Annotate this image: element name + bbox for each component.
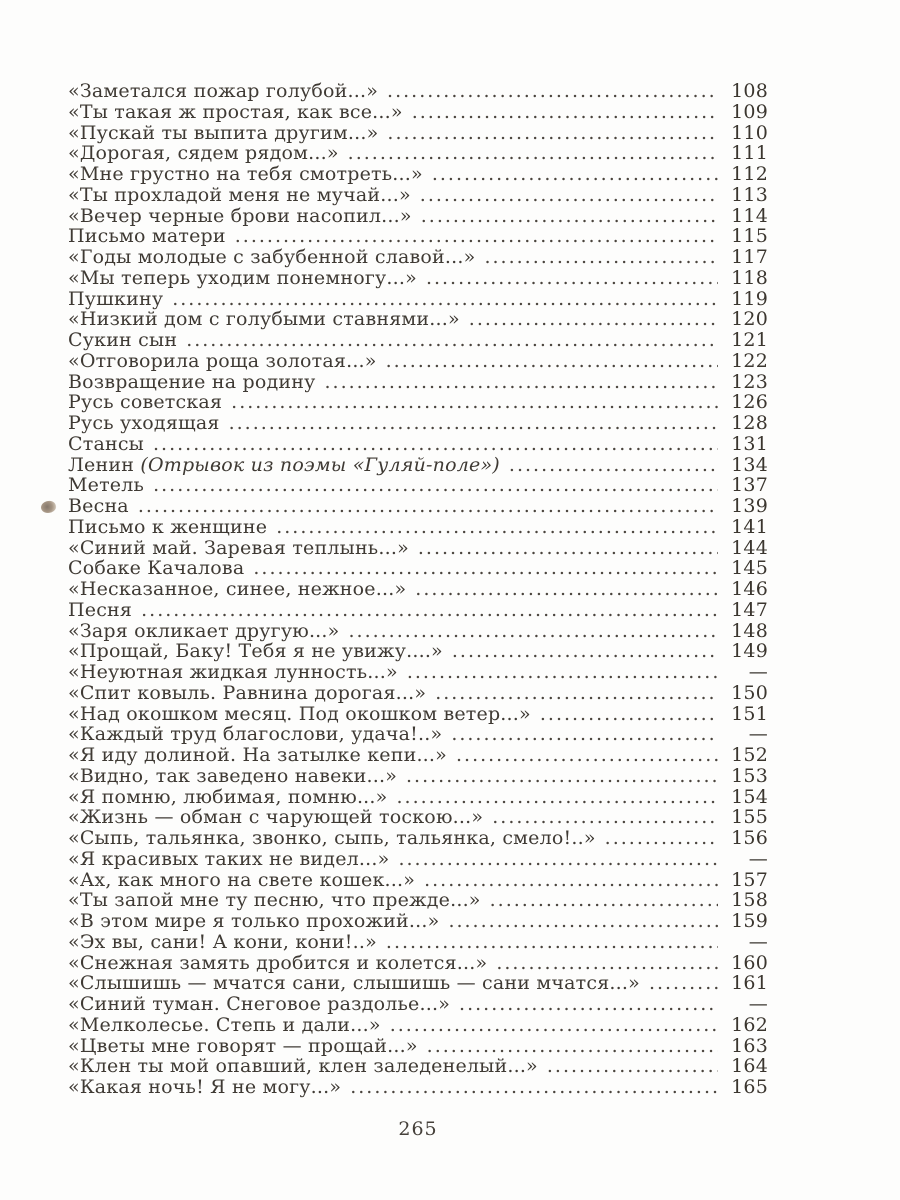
toc-entry-page: 128 <box>731 412 768 434</box>
toc-row <box>68 413 768 434</box>
dot-leader <box>231 392 718 413</box>
toc-entry-title: Письмо матери <box>68 225 226 248</box>
toc-row <box>68 102 768 123</box>
toc-row <box>68 724 768 745</box>
toc-entry-title: «Снежная замять дробится и колется...» <box>68 951 488 974</box>
toc-entry-page: 114 <box>731 204 768 227</box>
toc-entry-page: 117 <box>731 246 768 268</box>
folio-page-number: 265 <box>398 1118 438 1140</box>
toc-entry-page: 110 <box>731 121 768 144</box>
toc-entry-page: 145 <box>731 557 768 580</box>
toc-row <box>68 787 768 808</box>
toc-row <box>68 455 768 476</box>
toc-row <box>68 1015 768 1036</box>
toc-entry-page: 141 <box>731 515 768 538</box>
toc-entry-title: Русь уходящая <box>68 412 220 434</box>
toc-entry-page: 155 <box>731 806 768 829</box>
toc-entry-title: «Несказанное, синее, нежное...» <box>68 578 407 600</box>
dot-leader <box>141 600 718 621</box>
toc-row <box>68 1056 768 1077</box>
dot-leader <box>484 247 718 268</box>
dot-leader <box>426 268 718 289</box>
dot-leader <box>398 849 718 870</box>
dot-leader <box>153 434 718 455</box>
toc-entry-page: 151 <box>731 702 768 725</box>
dot-leader <box>172 289 718 310</box>
toc-entry-page: 152 <box>731 744 768 766</box>
toc-row <box>68 911 768 932</box>
toc-entry-title: «Мне грустно на тебя смотреть...» <box>68 163 423 185</box>
toc-row <box>68 475 768 496</box>
toc-entry-title: «Эх вы, сани! А кони, кони!..» <box>68 930 377 953</box>
toc-entry-page: 119 <box>731 287 768 310</box>
toc-entry-title: Метель <box>68 474 145 497</box>
toc-entry-title: «Заметался пожар голубой...» <box>68 80 379 102</box>
toc-entry-title: «Неуютная жидкая лунность...» <box>68 661 398 683</box>
toc-row <box>68 890 768 911</box>
toc-row <box>68 226 768 247</box>
toc-entry-page: 161 <box>731 972 768 995</box>
toc-row <box>68 953 768 974</box>
dot-leader <box>406 766 718 787</box>
toc-entry-title: «Спит ковыль. Равнина дорогая...» <box>68 681 427 704</box>
toc-row <box>68 621 768 642</box>
toc-row <box>68 81 768 102</box>
toc-entry-page: 162 <box>731 1013 768 1036</box>
toc-row <box>68 185 768 206</box>
toc-entry-page: 137 <box>731 474 768 497</box>
toc-entry-title-italic: (Отрывок из поэмы «Гуляй-поле») <box>140 453 500 476</box>
toc-row <box>68 517 768 538</box>
toc-row <box>68 994 768 1015</box>
toc-row <box>68 932 768 953</box>
dot-leader <box>420 185 718 206</box>
toc-entry-page: 111 <box>731 142 768 165</box>
toc-row <box>68 538 768 559</box>
toc-entry-title: «Мы теперь уходим понемногу...» <box>68 266 417 289</box>
toc-entry-title: «Ты прохладой меня не мучай...» <box>68 183 411 206</box>
dot-leader <box>421 206 718 227</box>
toc-entry-title: «Жизнь — обман с чарующей тоскою...» <box>68 806 484 829</box>
toc-entry-page: — <box>748 930 768 953</box>
toc-entry-page: 139 <box>731 495 768 517</box>
toc-entry-page: 108 <box>731 80 768 102</box>
dot-leader <box>451 724 718 745</box>
toc-entry-title: «Видно, так заведено навеки...» <box>68 764 398 787</box>
toc-entry-page: 148 <box>731 619 768 642</box>
toc-row <box>68 704 768 725</box>
toc-entry-page: 120 <box>731 308 768 331</box>
dot-leader <box>540 704 718 725</box>
toc-entry-page: 123 <box>731 370 768 393</box>
toc-entry-title: «Какая ночь! Я не могу...» <box>68 1076 342 1098</box>
toc-entry-page: 121 <box>731 329 768 351</box>
toc-row <box>68 268 768 289</box>
toc-entry-page: 122 <box>731 349 768 372</box>
toc-entry-page: 147 <box>731 598 768 621</box>
toc-entry-page: 134 <box>731 453 768 476</box>
dot-leader <box>456 745 718 766</box>
toc-entry-title: «Заря окликает другую...» <box>68 619 340 642</box>
toc-row <box>68 247 768 268</box>
toc-entry-title: «Вечер черные брови насопил...» <box>68 204 412 227</box>
toc-entry-page: — <box>748 723 768 746</box>
toc-entry-title: Русь советская <box>68 391 223 414</box>
dot-leader <box>390 1015 718 1036</box>
toc-entry-page: 126 <box>731 391 768 414</box>
dot-leader <box>459 994 718 1015</box>
toc-entry-title: Песня <box>68 598 133 621</box>
dot-leader <box>427 1036 718 1057</box>
toc-entry-title: «Я красивых таких не видел...» <box>68 847 390 870</box>
toc-row <box>68 766 768 787</box>
dot-leader <box>452 641 718 662</box>
toc-entry-page: 165 <box>731 1076 768 1098</box>
dot-leader <box>235 226 718 247</box>
toc-entry-page: 159 <box>731 910 768 932</box>
toc-row <box>68 143 768 164</box>
toc-list <box>68 81 768 1098</box>
dot-leader <box>350 1077 718 1098</box>
dot-leader <box>412 102 718 123</box>
toc-row <box>68 973 768 994</box>
dot-leader <box>138 496 718 517</box>
toc-entry-title: «Ты запой мне ту песню, что прежде...» <box>68 889 481 912</box>
dot-leader <box>605 828 718 849</box>
dot-leader <box>649 973 718 994</box>
toc-row <box>68 807 768 828</box>
toc-entry-title: «Синий туман. Снеговое раздолье...» <box>68 993 451 1015</box>
toc-row <box>68 683 768 704</box>
toc-entry-title <box>68 455 500 476</box>
toc-row <box>68 870 768 891</box>
toc-row <box>68 123 768 144</box>
toc-entry-page: 150 <box>731 681 768 704</box>
dot-leader <box>435 683 718 704</box>
toc-entry-page: 149 <box>731 640 768 663</box>
toc-entry-title: Возвращение на родину <box>68 370 316 393</box>
toc-row <box>68 496 768 517</box>
toc-entry-title: Пушкину <box>68 287 164 310</box>
dot-leader <box>325 372 718 393</box>
toc-entry-title: «Мелколесье. Степь и дали...» <box>68 1013 381 1036</box>
toc-entry-title: Весна <box>68 495 129 517</box>
toc-row <box>68 558 768 579</box>
toc-row <box>68 392 768 413</box>
toc-entry-page: 112 <box>731 163 768 185</box>
toc-row <box>68 600 768 621</box>
toc-row <box>68 745 768 766</box>
dot-leader <box>432 164 718 185</box>
dot-leader <box>496 953 718 974</box>
dot-leader <box>348 621 718 642</box>
toc-entry-title: «Ах, как много на свете кошек...» <box>68 868 416 891</box>
dot-leader <box>448 911 718 932</box>
toc-entry-title: «Пускай ты выпита другим...» <box>68 121 379 144</box>
dot-leader <box>387 123 718 144</box>
toc-entry-title: «Сыпь, тальянка, звонко, сыпь, тальянка, смело!..» <box>68 827 596 849</box>
toc-row <box>68 206 768 227</box>
toc-row <box>68 351 768 372</box>
dot-leader <box>490 890 718 911</box>
dot-leader <box>153 475 718 496</box>
dot-leader <box>387 81 718 102</box>
dot-leader <box>418 538 718 559</box>
dot-leader <box>276 517 718 538</box>
toc-entry-page: 146 <box>731 578 768 600</box>
toc-entry-page: 160 <box>731 951 768 974</box>
toc-entry-title: «Отговорила роща золотая...» <box>68 349 377 372</box>
toc-row <box>68 641 768 662</box>
toc-row <box>68 828 768 849</box>
toc-entry-page: 164 <box>731 1055 768 1078</box>
dot-leader <box>547 1056 718 1077</box>
dot-leader <box>186 330 718 351</box>
dot-leader <box>509 455 718 476</box>
toc-row <box>68 662 768 683</box>
toc-entry-title: «В этом мире я только прохожий...» <box>68 910 440 932</box>
toc-entry-page: 154 <box>731 785 768 808</box>
toc-entry-title-prefix: Ленин <box>68 453 141 476</box>
toc-entry-title: «Клен ты мой опавший, клен заледенелый...» <box>68 1055 538 1078</box>
dot-leader <box>386 932 718 953</box>
toc-entry-title: «Низкий дом с голубыми ставнями...» <box>68 308 460 331</box>
toc-entry-title: «Цветы мне говорят — прощай...» <box>68 1034 418 1057</box>
toc-entry-page: — <box>748 993 768 1015</box>
toc-entry-page: 153 <box>731 764 768 787</box>
toc-entry-title: Письмо к женщине <box>68 515 268 538</box>
toc-row <box>68 289 768 310</box>
dot-leader <box>492 807 718 828</box>
toc-entry-page: — <box>748 847 768 870</box>
toc-entry-title: «Дорогая, сядем рядом...» <box>68 142 339 165</box>
dot-leader <box>397 787 719 808</box>
toc-entry-page: 163 <box>731 1034 768 1057</box>
dot-leader <box>229 413 718 434</box>
dot-leader <box>386 351 718 372</box>
toc-entry-page: 157 <box>731 868 768 891</box>
dot-leader <box>424 870 718 891</box>
toc-row <box>68 849 768 870</box>
dot-leader <box>469 309 718 330</box>
toc-entry-page: 156 <box>731 827 768 849</box>
toc-entry-title: «Прощай, Баку! Тебя я не увижу....» <box>68 640 443 663</box>
toc-entry-page: 118 <box>731 266 768 289</box>
toc-entry-page: 113 <box>731 183 768 206</box>
toc-entry-page: 131 <box>731 432 768 455</box>
toc-row <box>68 309 768 330</box>
toc-entry-page: 115 <box>731 225 768 248</box>
toc-entry-page: — <box>748 661 768 683</box>
toc-row <box>68 164 768 185</box>
toc-row <box>68 1077 768 1098</box>
toc-row <box>68 1036 768 1057</box>
toc-entry-title: «Синий май. Заревая теплынь...» <box>68 536 409 559</box>
dot-leader <box>348 143 718 164</box>
toc-row <box>68 372 768 393</box>
toc-row <box>68 579 768 600</box>
dot-leader <box>415 579 718 600</box>
toc-row <box>68 330 768 351</box>
dot-leader <box>253 558 718 579</box>
toc-row <box>68 434 768 455</box>
toc-entry-title: «Ты такая ж простая, как все...» <box>68 100 403 123</box>
toc-entry-title: «Я помню, любимая, помню...» <box>68 785 388 808</box>
toc-entry-page: 109 <box>731 100 768 123</box>
toc-entry-title: «Годы молодые с забубенной славой...» <box>68 246 476 268</box>
toc-entry-page: 144 <box>731 536 768 559</box>
dot-leader <box>407 662 718 683</box>
stain-mark <box>40 499 58 515</box>
toc-entry-title: «Каждый труд благослови, удача!..» <box>68 723 443 746</box>
toc-entry-page: 158 <box>731 889 768 912</box>
toc-entry-title: Сукин сын <box>68 329 178 351</box>
toc-entry-title: Собаке Качалова <box>68 557 245 580</box>
toc-entry-title: Стансы <box>68 432 145 455</box>
toc-entry-title: «Я иду долиной. На затылке кепи...» <box>68 744 447 766</box>
toc-entry-title: «Над окошком месяц. Под окошком ветер...» <box>68 702 531 725</box>
toc-entry-title: «Слышишь — мчатся сани, слышишь — сани мчатся...» <box>68 972 640 995</box>
